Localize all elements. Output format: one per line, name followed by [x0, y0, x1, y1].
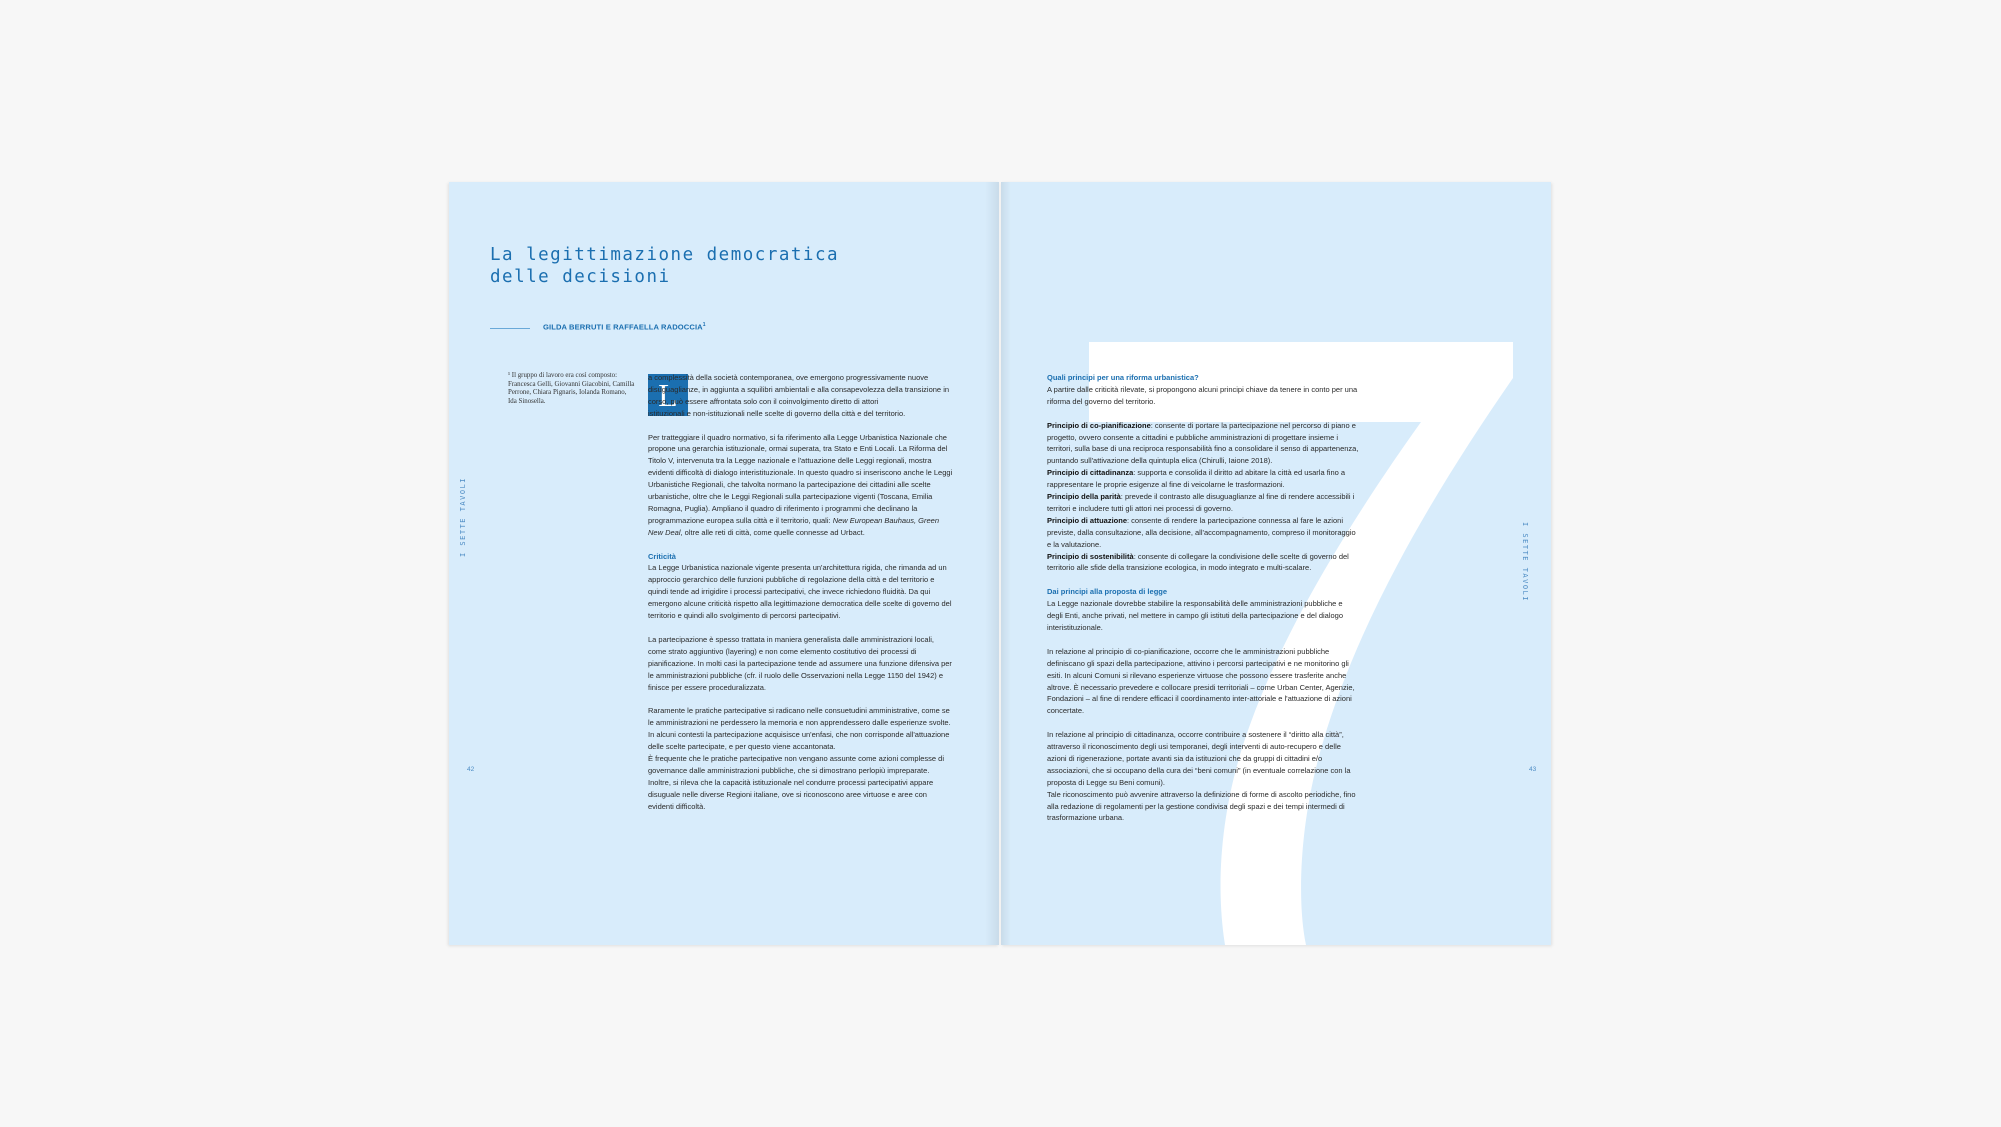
footnote: ¹ Il gruppo di lavoro era così composto: Francesca Gelli, Giovanni Giacobini, Camilla Perrone, Chiara Pignaris, Iolanda Romano, Ida Sinosella. — [508, 372, 635, 405]
proposal-paragraph-c: In relazione al principio di cittadinanza, occorre contribuire a sostenere il “diritto alla città”, attraverso il riconoscimento degli usi temporanei, degli interventi di auto-recupero e delle azioni di rigenerazione, portate avanti sia da istituzioni che da gruppi di cittadini e/o associazioni, che si occupano della cura dei “beni comuni” (in eventuale correlazione con la proposta di Legge su Beni comuni). — [1047, 730, 1351, 787]
proposal-heading: Dai principi alla proposta di legge — [1047, 587, 1168, 597]
section-side-label: I SETTE TAVOLI — [1521, 522, 1529, 603]
principle-sostenibilita: Principio di sostenibilità: consente di collegare la condivisione delle scelte di governo del territorio alle sfide della transizione ecologica, in modo integrato e multi-scalare. — [1047, 551, 1349, 573]
author-rule — [490, 328, 530, 329]
drop-cap: L — [648, 374, 688, 416]
authors-byline — [543, 322, 706, 332]
proposal-paragraph-d: Tale riconoscimento può avvenire attraverso la definizione di forme di ascolto periodiche, fino alla redazione di regolamenti per la gestione condivisa degli spazi e dei tempi intermedi di trasformazione urbana. — [1047, 789, 1356, 823]
framework-paragraph: Per tratteggiare il quadro normativo, si fa riferimento alla Legge Urbanistica Nazionale che propone una gerarchia istituzionale, ormai superata, tra Stato e Enti Locali. La Riforma del Titolo V, intervenuta tra la Legge nazionale e l'attuazione delle Leggi regionali, mostra evidenti difficoltà di dialogo interistituzionale. In questo quadro si inseriscono anche le Leggi Urbanistiche Regionali, che talvolta normano la partecipazione dei cittadini alle scelte urbanistiche, oltre che le Leggi Regionali sulla partecipazione vigenti (Toscana, Emilia Romagna, Puglia). Ampliano il quadro di riferimento i programmi che declinano la programmazione europea sulla città e il territorio, quali: New European Bauhaus, Green New Deal, oltre alle reti di città, come quelle connesse ad Urbact. — [648, 432, 953, 537]
practices-paragraph-c: È frequente che le pratiche partecipative non vengano assunte come azioni complesse di governance dalle amministrazioni pubbliche, che si dimostrano perlopiù impreparate. — [648, 753, 945, 775]
practices-paragraph-d: Inoltre, si rileva che la capacità istituzionale nel condurre processi partecipativi appare disuguale nelle diverse Regioni italiane, ove si riconoscono aree virtuose e aree con evidenti difficoltà. — [648, 777, 934, 811]
principle-cittadinanza: Principio di cittadinanza: supporta e consolida il diritto ad abitare la città ed usarla fino a rappresentare le proprie esigenze al fine di veicolarne le trasformazioni. — [1047, 468, 1346, 490]
practices-paragraph-a: Raramente le pratiche partecipative si radicano nelle consuetudini amministrative, come se le amministrazioni ne perdessero la memoria e non apprendessero dalle esperienze svolte. — [648, 706, 951, 728]
magazine-spread — [449, 182, 1551, 945]
criticita-heading: Criticità — [648, 551, 676, 561]
criticita-paragraph: La Legge Urbanistica nazionale vigente presenta un'architettura rigida, che rimanda ad un approccio gerarchico delle funzioni pubbliche di regolazione della città e del territorio e quindi tende ad irrigidire i processi partecipativi, che invece richiedono fluidità. Da qui emergono alcune criticità rispetto alla legittimazione democratica delle scelte di governo del territorio e quindi allo svolgimento di percorsi partecipativi. — [648, 563, 952, 621]
section-side-label: I SETTE TAVOLI — [459, 476, 467, 557]
title-line-1: La legittimazione democratica — [490, 245, 840, 265]
gutter-shadow — [985, 182, 999, 945]
programmes-italic: New European Bauhaus, Green New Deal — [648, 515, 940, 537]
proposal-paragraph-a: La Legge nazionale dovrebbe stabilire la responsabilità delle amministrazioni pubbliche e degli Enti, anche privati, nel mettere in campo gli istituti della partecipazione e del dialogo interistituzionale. — [1047, 599, 1344, 632]
left-body-column — [648, 372, 954, 812]
intro-paragraph-tail: istituzionali e non-istituzionali nelle scelte di governo della città e del territorio. — [648, 408, 906, 418]
principle-parita: Principio della parità: prevede il contrasto alle disuguaglianze al fine di rendere accessibili i territori e includere tutti gli attori nei processi di governo. — [1047, 492, 1355, 513]
right-page — [1001, 182, 1551, 945]
article-title — [490, 244, 910, 288]
title-line-2: delle decisioni — [490, 267, 671, 287]
principles-intro: A partire dalle criticità rilevate, si propongono alcuni principi chiave da tenere in conto per una riforma del governo del territorio. — [1047, 384, 1358, 406]
proposal-paragraph-b: In relazione al principio di co-pianificazione, occorre che le amministrazioni pubbliche definiscano gli spazi della partecipazione, attivino i percorsi partecipativi e ne monitorino gli esiti. In alcuni Comuni si rilevano esperienze virtuose che possono essere trasferite anche altrove. È necessario prevedere e collocare presidi territoriali – come Urban Center, Agenzie, Fondazioni – al fine di rendere efficaci il coordinamento inter-attoriale e l'attuazione di azioni concertate. — [1047, 646, 1355, 716]
page-number: 43 — [1529, 766, 1537, 773]
authors-text: GILDA BERRUTI E RAFFAELLA RADOCCIA — [543, 322, 703, 332]
practices-paragraph-b: In alcuni contesti la partecipazione acquisisce un'enfasi, che non corrisponde all'attuazione delle scelte partecipate, e per questo viene accantonata. — [648, 730, 950, 752]
principle-co-pianificazione: Principio di co-pianificazione: consente di portare la partecipazione nel percorso di piano e progetto, ovvero consente a cittadini e pubbliche amministrazioni di progettare insieme i territori, sulla base di una reciproca responsabilità fino a consolidare il senso di appartenenza, puntando sull'attivazione della quintupla elica (Chirulli, Iaione 2018). — [1047, 420, 1359, 466]
participation-paragraph: La partecipazione è spesso trattata in maniera generalista dalle amministrazioni locali, come strato aggiuntivo (layering) e non come elemento costitutivo dei processi di pianificazione. In molti casi la partecipazione tende ad assumere una funzione difensiva per le amministrazioni pubbliche (cfr. il ruolo delle Osservazioni nella Legge 1150 del 1942) e finisce per essere proceduralizzata. — [648, 634, 952, 692]
authors-footnote-mark: 1 — [702, 322, 706, 328]
principles-heading: Quali principi per una riforma urbanistica? — [1047, 373, 1199, 382]
page-number: 42 — [467, 766, 475, 773]
left-page — [449, 182, 999, 945]
intro-paragraph: a complessità della società contemporanea, ove emergono progressivamente nuove disuguaglianze, in aggiunta a squilibri ambientali e alla consapevolezza della transizione in corso, può essere affrontata solo con il coinvolgimento diretto di attori — [648, 373, 950, 406]
right-body-column — [1047, 372, 1359, 824]
principle-attuazione: Principio di attuazione: consente di rendere la partecipazione connessa al fare le azioni previste, dalla consultazione, alla decisione, all'accompagnamento, compreso il monitoraggio e la valutazione. — [1047, 515, 1356, 549]
